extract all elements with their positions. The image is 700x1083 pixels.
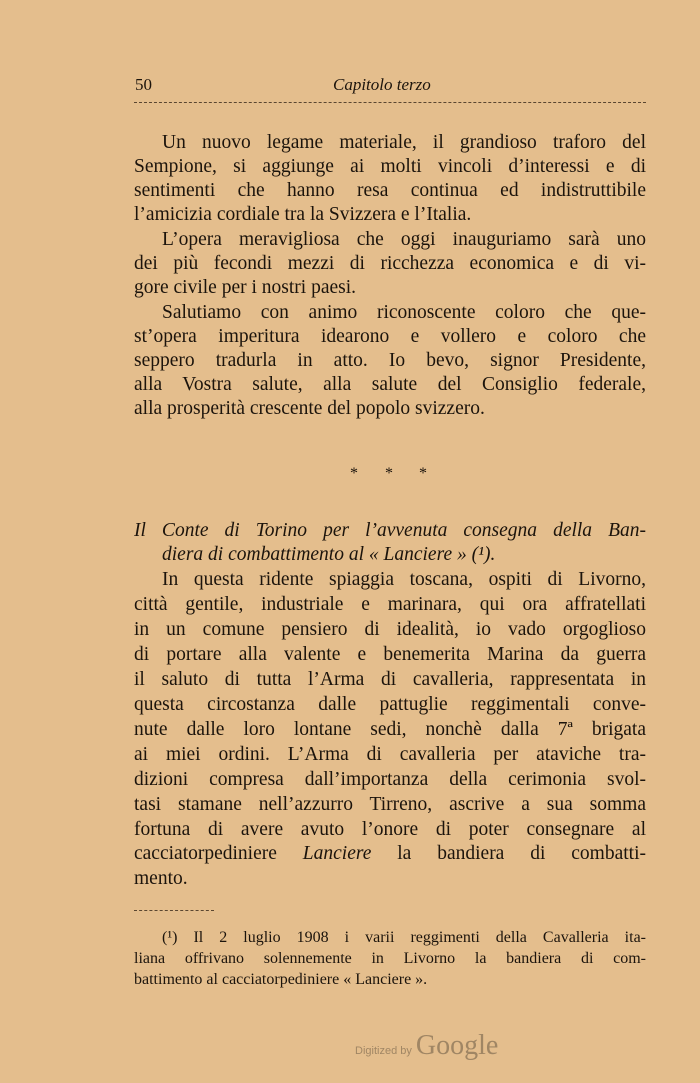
header-rule [134, 102, 646, 103]
google-logo: Google [415, 1030, 499, 1061]
page-number: 50 [135, 75, 152, 94]
text-line: l’amicizia cordiale tra la Svizzera e l’Italia. [134, 204, 472, 225]
text-line: st’opera imperitura idearono e vollero e coloro che [134, 326, 646, 347]
footnote-rule [134, 910, 214, 911]
footnote-line: (¹) Il 2 luglio 1908 i varii reggimenti della Cavalleria ita- [162, 929, 646, 946]
text-line: in un comune pensiero di idealità, io vado orgoglioso [134, 619, 646, 640]
text-line: di portare alla valente e benemerita Marina da guerra [134, 644, 646, 665]
text-line: sentimenti che hanno resa continua ed indistruttibile [134, 180, 646, 201]
text-line: In questa ridente spiaggia toscana, ospiti di Livorno, [162, 569, 646, 590]
watermark-prefix: Digitized by [355, 1045, 412, 1057]
text-line: dei più fecondi mezzi di ricchezza economica e di vi- [134, 253, 646, 274]
text-line: nute dalle loro lontane sedi, nonchè dalla 7ª brigata [134, 719, 646, 740]
text-line: mento. [134, 868, 188, 889]
text-line: seppero tradurla in atto. Io bevo, signor Presidente, [134, 350, 646, 371]
text-line: fortuna di avere avuto l’onore di poter consegnare al [134, 819, 646, 840]
text-line: alla Vostra salute, alla salute del Consiglio federale, [134, 374, 646, 395]
text-line: cacciatorpediniere Lanciere la bandiera di combatti- [134, 843, 646, 864]
separator-star: * [385, 465, 393, 482]
separator-star: * [350, 465, 358, 482]
section-heading-line: Il Conte di Torino per l’avvenuta consegna della Ban- [134, 520, 646, 541]
text-line: Un nuovo legame materiale, il grandioso traforo del [162, 132, 646, 153]
text-line: città gentile, industriale e marinara, qui ora affratellati [134, 594, 646, 615]
text-line: tasi stamane nell’azzurro Tirreno, ascrive a sua somma [134, 794, 646, 815]
text-line: dizioni compresa dall’importanza della cerimonia svol- [134, 769, 646, 790]
text-line: ai miei ordini. L’Arma di cavalleria per ataviche tra- [134, 744, 646, 765]
text-line: questa circostanza dalle pattuglie reggimentali conve- [134, 694, 646, 715]
text-line: Sempione, si aggiunge ai molti vincoli d’interessi e di [134, 156, 646, 177]
footnote-line: battimento al cacciatorpediniere « Lanciere ». [134, 971, 428, 988]
text-line: gore civile per i nostri paesi. [134, 277, 357, 298]
separator-star: * [419, 465, 427, 482]
text-line: Salutiamo con animo riconoscente coloro che que- [162, 302, 646, 323]
watermark [355, 1030, 498, 1062]
footnote-line: liana offrivano solennemente in Livorno la bandiera di com- [134, 950, 646, 967]
text-line: alla prosperità crescente del popolo svizzero. [134, 398, 485, 419]
text-line: L’opera meravigliosa che oggi inauguriamo sarà uno [162, 229, 646, 250]
section-heading-line: diera di combattimento al « Lanciere » (¹). [162, 544, 496, 565]
text-line: il saluto di tutta l’Arma di cavalleria, rappresentata in [134, 669, 646, 690]
running-title: Capitolo terzo [333, 75, 431, 94]
